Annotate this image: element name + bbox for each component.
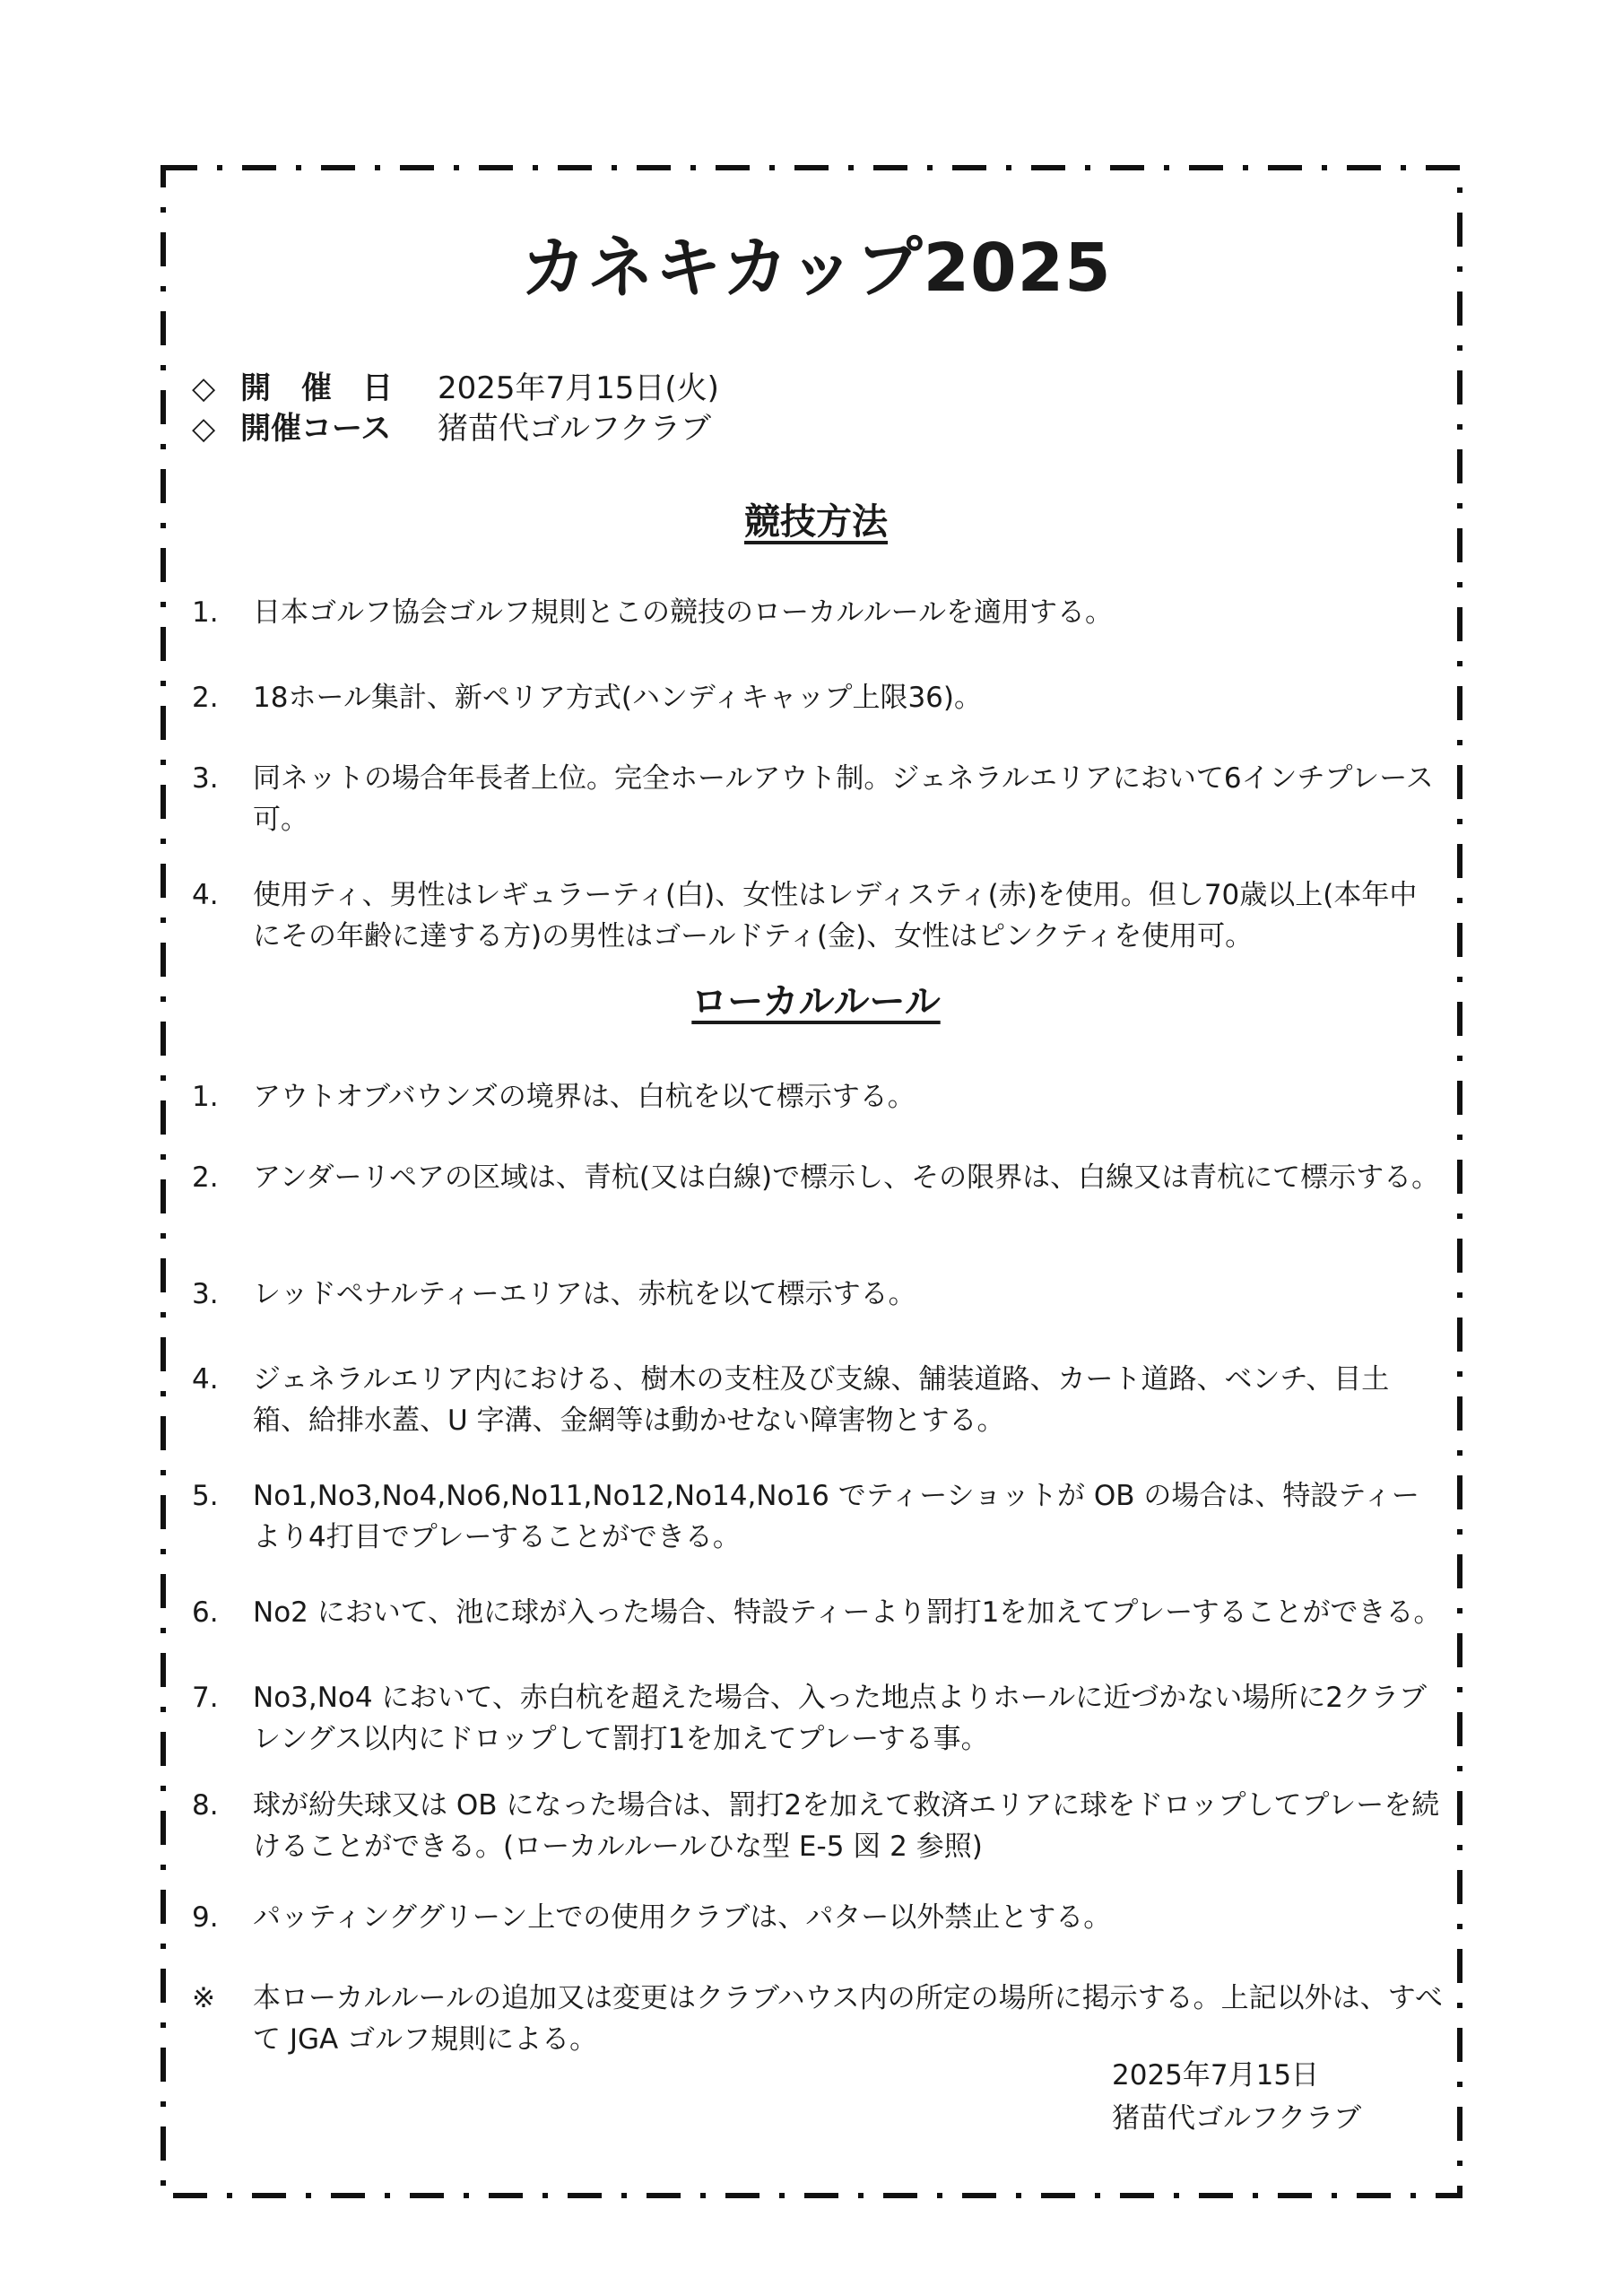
item-number: 7. bbox=[192, 1682, 219, 1714]
local-rule-item bbox=[188, 1592, 1444, 1633]
item-text: レッドペナルティーエリアは、赤杭を以て標示する。 bbox=[253, 1278, 916, 1310]
item-text: アウトオブバウンズの境界は、白杭を以て標示する。 bbox=[253, 1081, 916, 1113]
item-text: 球が紛失球又は OB になった場合は、罰打2を加えて救済エリアに球をドロップしてプレーを続けることができる。(ローカルルールひな型 E-5 図 2 参照) bbox=[253, 1789, 1440, 1863]
local-rule-item bbox=[188, 1359, 1444, 1441]
item-number: 5. bbox=[192, 1480, 219, 1512]
competition-item bbox=[188, 592, 1444, 633]
item-number: 9. bbox=[192, 1901, 219, 1934]
signature-club: 猪苗代ゴルフクラブ bbox=[1112, 2102, 1362, 2135]
item-number: 8. bbox=[192, 1789, 219, 1822]
signature-date: 2025年7月15日 bbox=[1112, 2059, 1320, 2092]
local-rules-heading: ローカルルール bbox=[691, 981, 941, 1022]
info-row-course bbox=[192, 404, 711, 448]
signature-block bbox=[1112, 2054, 1361, 2140]
item-text: ジェネラルエリア内における、樹木の支柱及び支線、舗装道路、カート道路、ベンチ、目土箱、給排水蓋、U 字溝、金網等は動かせない障害物とする。 bbox=[253, 1363, 1390, 1437]
item-number: 4. bbox=[192, 879, 219, 911]
item-text: パッティンググリーン上での使用クラブは、パター以外禁止とする。 bbox=[253, 1901, 1112, 1934]
note-mark: ※ bbox=[192, 1982, 215, 2014]
item-number: 3. bbox=[192, 1278, 219, 1310]
local-rule-item bbox=[188, 1274, 1444, 1315]
item-text: No1,No3,No4,No6,No11,No12,No14,No16 でティーショットが OB の場合は、特設ティーより4打目でプレーすることができる。 bbox=[253, 1480, 1419, 1553]
local-rule-item bbox=[188, 1677, 1444, 1760]
diamond-icon: ◇ bbox=[192, 370, 216, 406]
info-value-course: 猪苗代ゴルフクラブ bbox=[438, 411, 711, 447]
item-text: アンダーリペアの区域は、青杭(又は白線)で標示し、その限界は、白線又は青杭にて標示する。 bbox=[253, 1161, 1440, 1194]
item-text: 同ネットの場合年長者上位。完全ホールアウト制。ジェネラルエリアにおいて6インチプレース可。 bbox=[253, 762, 1434, 836]
item-text: 使用ティ、男性はレギュラーティ(白)、女性はレディスティ(赤)を使用。但し70歳以上(本年中にその年齢に達する方)の男性はゴールドティ(金)、女性はピンクティを使用可。 bbox=[253, 879, 1418, 952]
competition-item bbox=[188, 758, 1444, 840]
item-number: 2. bbox=[192, 1161, 219, 1194]
document-title: カネキカップ2025 bbox=[520, 230, 1112, 307]
local-rule-item bbox=[188, 1076, 1444, 1118]
local-rule-item bbox=[188, 1785, 1444, 1867]
local-rule-item bbox=[188, 1475, 1444, 1558]
competition-item bbox=[188, 874, 1444, 957]
competition-heading: 競技方法 bbox=[744, 501, 888, 543]
local-rule-item bbox=[188, 1157, 1444, 1198]
item-number: 1. bbox=[192, 596, 219, 629]
item-text: No3,No4 において、赤白杭を超えた場合、入った地点よりホールに近づかない場所に2クラブレングス以内にドロップして罰打1を加えてプレーする事。 bbox=[253, 1682, 1427, 1755]
info-label-date: 開 催 日 bbox=[240, 370, 393, 406]
competition-item bbox=[188, 677, 1444, 718]
info-row-date bbox=[192, 363, 719, 407]
item-number: 6. bbox=[192, 1596, 219, 1629]
diamond-icon: ◇ bbox=[192, 411, 216, 447]
local-rule-note bbox=[188, 1978, 1444, 2060]
item-number: 1. bbox=[192, 1081, 219, 1113]
item-number: 4. bbox=[192, 1363, 219, 1396]
item-text: 本ローカルルールの追加又は変更はクラブハウス内の所定の場所に掲示する。上記以外は、すべて JGA ゴルフ規則による。 bbox=[253, 1982, 1443, 2056]
item-number: 3. bbox=[192, 762, 219, 795]
local-rule-item bbox=[188, 1897, 1444, 1938]
item-number: 2. bbox=[192, 682, 219, 714]
item-text: 日本ゴルフ協会ゴルフ規則とこの競技のローカルルールを適用する。 bbox=[253, 596, 1113, 629]
item-text: No2 において、池に球が入った場合、特設ティーより罰打1を加えてプレーすることができる。 bbox=[253, 1596, 1442, 1629]
info-label-course: 開催コース bbox=[240, 411, 392, 447]
item-text: 18ホール集計、新ペリア方式(ハンディキャップ上限36)。 bbox=[253, 682, 982, 714]
info-value-date: 2025年7月15日(火) bbox=[438, 370, 719, 406]
